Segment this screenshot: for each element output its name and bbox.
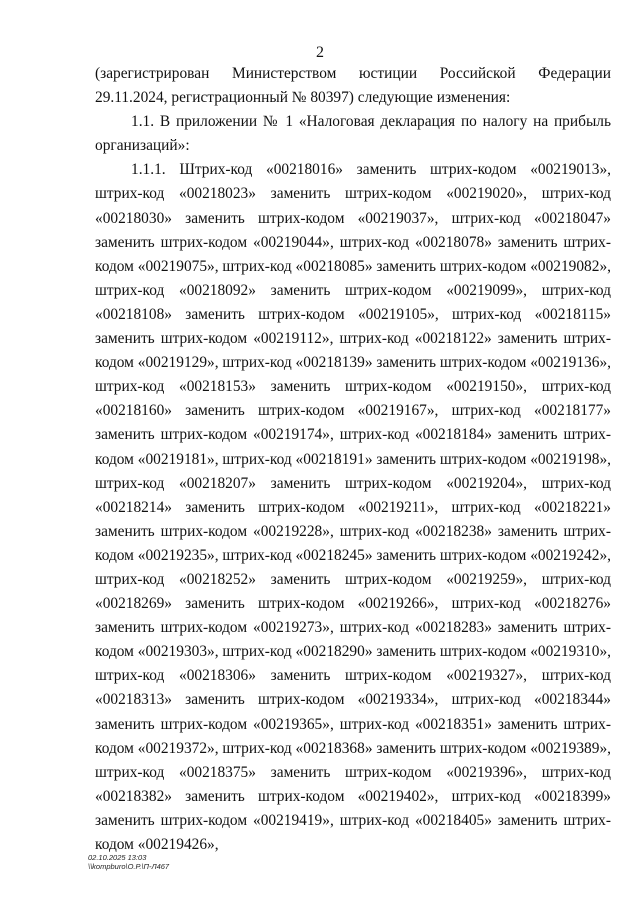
paragraph-registration: (зарегистрирован Министерством юстиции Российской Федерации 29.11.2024, регистрационный № 80397) следующие изменения: <box>95 65 611 107</box>
footer-stamp <box>88 853 169 871</box>
paragraph-item-1-1: 1.1. В приложении № 1 «Налоговая декларация по налогу на прибыль организаций»: <box>95 113 611 155</box>
document-body <box>95 62 611 857</box>
footer-file-path: \\kompburo\О.Р.\П-Л467 <box>88 862 170 871</box>
footer-date: 02.10.2025 13:03 <box>88 853 147 862</box>
paragraph-item-1-1-1: 1.1.1. Штрих-код «00218016» заменить штрих-кодом «00219013», штрих-код «00218023» заменить штрих-кодом «00219020», штрих-код «00218030» заменить штрих-кодом «00219037», штрих-код «00218047» заменить штрих-кодом «00219044», штрих-код «00218078» заменить штрих-кодом «00219075», штрих-код «00218085» заменить штрих-кодом «00219082», штрих-код «00218092» заменить штрих-кодом «00219099», штрих-код «00218108» заменить штрих-кодом «00219105», штрих-код «00218115» заменить штрих-кодом «00219112», штрих-код «00218122» заменить штрих-кодом «00219129», штрих-код «00218139» заменить штрих-кодом «00219136», штрих-код «00218153» заменить штрих-кодом «00219150», штрих-код «00218160» заменить штрих-кодом «00219167», штрих-код «00218177» заменить штрих-кодом «00219174», штрих-код «00218184» заменить штрих-кодом «00219181», штрих-код «00218191» заменить штрих-кодом «00219198», штрих-код «00218207» заменить штрих-кодом «00219204», штрих-код «00218214» заменить штрих-кодом «00219211», штрих-код «00218221» заменить штрих-кодом «00219228», штрих-код «00218238» заменить штрих-кодом «00219235», штрих-код «00218245» заменить штрих-кодом «00219242», штрих-код «00218252» заменить штрих-кодом «00219259», штрих-код «00218269» заменить штрих-кодом «00219266», штрих-код «00218276» заменить штрих-кодом «00219273», штрих-код «00218283» заменить штрих-кодом «00219303», штрих-код «00218290» заменить штрих-кодом «00219310», штрих-код «00218306» заменить штрих-кодом «00219327», штрих-код «00218313» заменить штрих-кодом «00219334», штрих-код «00218344» заменить штрих-кодом «00219365», штрих-код «00218351» заменить штрих-кодом «00219372», штрих-код «00218368» заменить штрих-кодом «00219389», штрих-код «00218375» заменить штрих-кодом «00219396», штрих-код «00218382» заменить штрих-кодом «00219402», штрих-код «00218399» заменить штрих-кодом «00219419», штрих-код «00218405» заменить штрих-кодом «00219426», <box>95 161 611 853</box>
page-number: 2 <box>316 44 324 61</box>
